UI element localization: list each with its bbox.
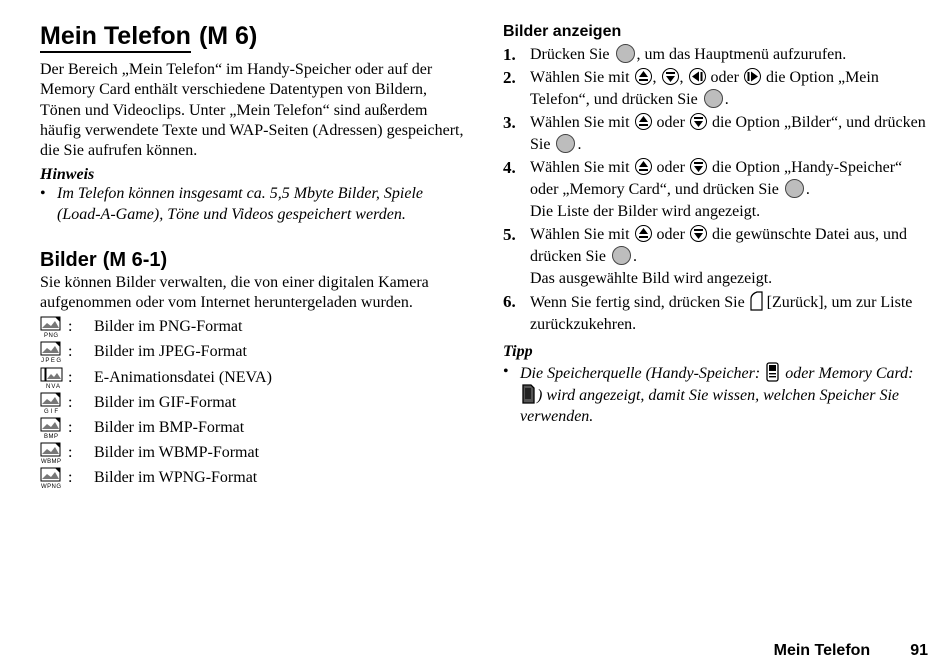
format-label: Bilder im JPEG-Format bbox=[94, 343, 247, 361]
arrow-down-icon bbox=[690, 225, 707, 242]
tip-text: ) wird angezeigt, damit Sie wissen, welchen Speicher Sie verwenden. bbox=[520, 387, 900, 425]
steps-list bbox=[503, 44, 928, 336]
page-title bbox=[40, 18, 470, 54]
step-number: 6. bbox=[503, 292, 516, 311]
page-footer bbox=[774, 641, 928, 661]
format-row bbox=[40, 390, 470, 415]
png-image-icon bbox=[40, 316, 64, 338]
format-label: Bilder im WPNG-Format bbox=[94, 469, 258, 487]
left-column bbox=[40, 18, 470, 491]
arrow-left-icon bbox=[689, 68, 706, 85]
format-label: Bilder im BMP-Format bbox=[94, 419, 245, 437]
step-text: die Option „Mein Telefon“, und drücken Sie bbox=[530, 69, 879, 108]
format-colon: : bbox=[68, 469, 73, 487]
step-number: 5. bbox=[503, 225, 516, 244]
step-5 bbox=[503, 224, 928, 290]
step-result-text: Das ausgewählte Bild wird angezeigt. bbox=[530, 270, 773, 287]
step-text: oder bbox=[656, 114, 685, 131]
step-text: die Option „Bilder“, und drücken Sie bbox=[530, 114, 926, 153]
format-label: Bilder im PNG-Format bbox=[94, 318, 243, 336]
step-text: . bbox=[805, 181, 810, 198]
arrow-up-icon bbox=[635, 113, 652, 130]
format-colon: : bbox=[68, 444, 73, 462]
format-icon-tag: NVA bbox=[46, 383, 60, 389]
center-key-icon bbox=[616, 44, 635, 63]
section-menu-code: (M 6-1) bbox=[102, 249, 168, 272]
tip-text: oder Memory Card: bbox=[785, 365, 914, 382]
format-label: Bilder im WBMP-Format bbox=[94, 444, 260, 462]
format-label: E-Animationsdatei (NEVA) bbox=[94, 368, 272, 386]
step-text: Wählen Sie mit bbox=[530, 226, 630, 243]
center-key-icon bbox=[612, 246, 631, 265]
arrow-up-icon bbox=[635, 225, 652, 242]
tip-list bbox=[503, 362, 928, 427]
step-text: , bbox=[679, 69, 684, 86]
format-list bbox=[40, 315, 470, 491]
hint-heading: Hinweis bbox=[40, 166, 95, 184]
step-text: oder bbox=[710, 69, 739, 86]
step-text: [Zurück], um zur Liste zurückzukehren. bbox=[530, 294, 913, 333]
section-paragraph: Sie können Bilder verwalten, die von einer digitalen Kamera aufgenommen oder vom Internet heruntergeladen wurden. bbox=[40, 274, 429, 312]
format-label: Bilder im GIF-Format bbox=[94, 393, 237, 411]
step-text: Wählen Sie mit bbox=[530, 159, 630, 176]
page-number: 91 bbox=[910, 642, 928, 659]
format-icon-tag: BMP bbox=[44, 434, 58, 440]
step-number: 3. bbox=[503, 113, 516, 132]
center-key-icon bbox=[556, 134, 575, 153]
format-icon-tag: WPNG bbox=[41, 484, 61, 490]
arrow-right-icon bbox=[744, 68, 761, 85]
format-row bbox=[40, 466, 470, 491]
right-column bbox=[503, 22, 928, 427]
step-4 bbox=[503, 157, 928, 223]
tip-bullet bbox=[503, 362, 928, 427]
tip-heading: Tipp bbox=[503, 343, 533, 360]
format-icon-tag: GIF bbox=[44, 408, 58, 414]
step-text: Wenn Sie fertig sind, drücken Sie bbox=[530, 294, 745, 311]
footer-section-name: Mein Telefon bbox=[773, 642, 871, 659]
step-3 bbox=[503, 112, 928, 156]
format-row bbox=[40, 365, 470, 390]
format-colon: : bbox=[68, 393, 73, 411]
step-number: 2. bbox=[503, 68, 516, 87]
left-softkey-icon bbox=[749, 291, 764, 311]
step-text: , bbox=[652, 69, 657, 86]
step-text: . bbox=[724, 91, 729, 108]
step-text: . bbox=[577, 136, 582, 153]
wbmp-image-icon bbox=[40, 442, 64, 464]
step-text: die Option „Handy-Speicher“ oder „Memory Card“, und drücken Sie bbox=[530, 159, 903, 198]
step-text: . bbox=[632, 248, 637, 265]
arrow-down-icon bbox=[690, 158, 707, 175]
format-icon-tag: PNG bbox=[44, 333, 58, 339]
hint-bullet: • Im Telefon können insgesamt ca. 5,5 Mbyte Bilder, Spiele (Load-A-Game), Töne und Videos gespeichert werden. bbox=[40, 184, 470, 225]
step-text: Wählen Sie mit bbox=[530, 114, 630, 131]
step-text: Drücken Sie bbox=[530, 46, 610, 63]
format-row bbox=[40, 441, 470, 466]
arrow-down-icon bbox=[690, 113, 707, 130]
phone-memory-icon bbox=[766, 362, 779, 382]
step-text: Wählen Sie mit bbox=[530, 69, 630, 86]
hint-list bbox=[40, 184, 470, 225]
tip-text: Die Speicherquelle (Handy-Speicher: bbox=[520, 365, 761, 382]
wpng-image-icon bbox=[40, 467, 64, 489]
center-key-icon bbox=[785, 179, 804, 198]
step-number: 1. bbox=[503, 45, 516, 64]
format-colon: : bbox=[68, 318, 73, 336]
gif-image-icon bbox=[40, 392, 64, 414]
format-row bbox=[40, 315, 470, 340]
neva-animation-icon bbox=[40, 367, 64, 389]
section-title bbox=[40, 247, 470, 273]
bmp-image-icon bbox=[40, 417, 64, 439]
page-title-text: Mein Telefon bbox=[40, 22, 191, 53]
step-6 bbox=[503, 291, 928, 336]
step-1 bbox=[503, 44, 928, 66]
section-title-text: Bilder bbox=[40, 249, 97, 272]
step-result-text: Die Liste der Bilder wird angezeigt. bbox=[530, 203, 761, 220]
arrow-up-icon bbox=[635, 158, 652, 175]
step-text: oder bbox=[656, 226, 685, 243]
format-colon: : bbox=[68, 419, 73, 437]
format-colon: : bbox=[68, 368, 73, 386]
step-2 bbox=[503, 67, 928, 111]
center-key-icon bbox=[704, 89, 723, 108]
intro-paragraph: Der Bereich „Mein Telefon“ im Handy-Speicher oder auf der Memory Card enthält verschiedene Datentypen von Bildern, Tönen und Videoclips. Unter „Mein Telefon“ sind außerdem häufig verwendete Texte und WAP-Seiten (Adressen) gespeichert, die Sie aufrufen können. bbox=[40, 61, 464, 160]
format-icon-tag: WBMP bbox=[41, 459, 61, 465]
memory-card-icon bbox=[522, 384, 535, 404]
format-row bbox=[40, 415, 470, 440]
format-row bbox=[40, 340, 470, 365]
jpeg-image-icon bbox=[40, 341, 64, 363]
format-icon-tag: JPEG bbox=[41, 358, 61, 364]
step-text: die gewünschte Datei aus, und drücken Sie bbox=[530, 226, 908, 265]
show-images-heading: Bilder anzeigen bbox=[503, 23, 622, 40]
step-text: oder bbox=[656, 159, 685, 176]
step-number: 4. bbox=[503, 158, 516, 177]
arrow-down-icon bbox=[662, 68, 679, 85]
page-title-menu-code: (M 6) bbox=[198, 22, 258, 50]
format-colon: : bbox=[68, 343, 73, 361]
arrow-up-icon bbox=[635, 68, 652, 85]
step-text: , um das Hauptmenü aufzurufen. bbox=[636, 46, 847, 63]
